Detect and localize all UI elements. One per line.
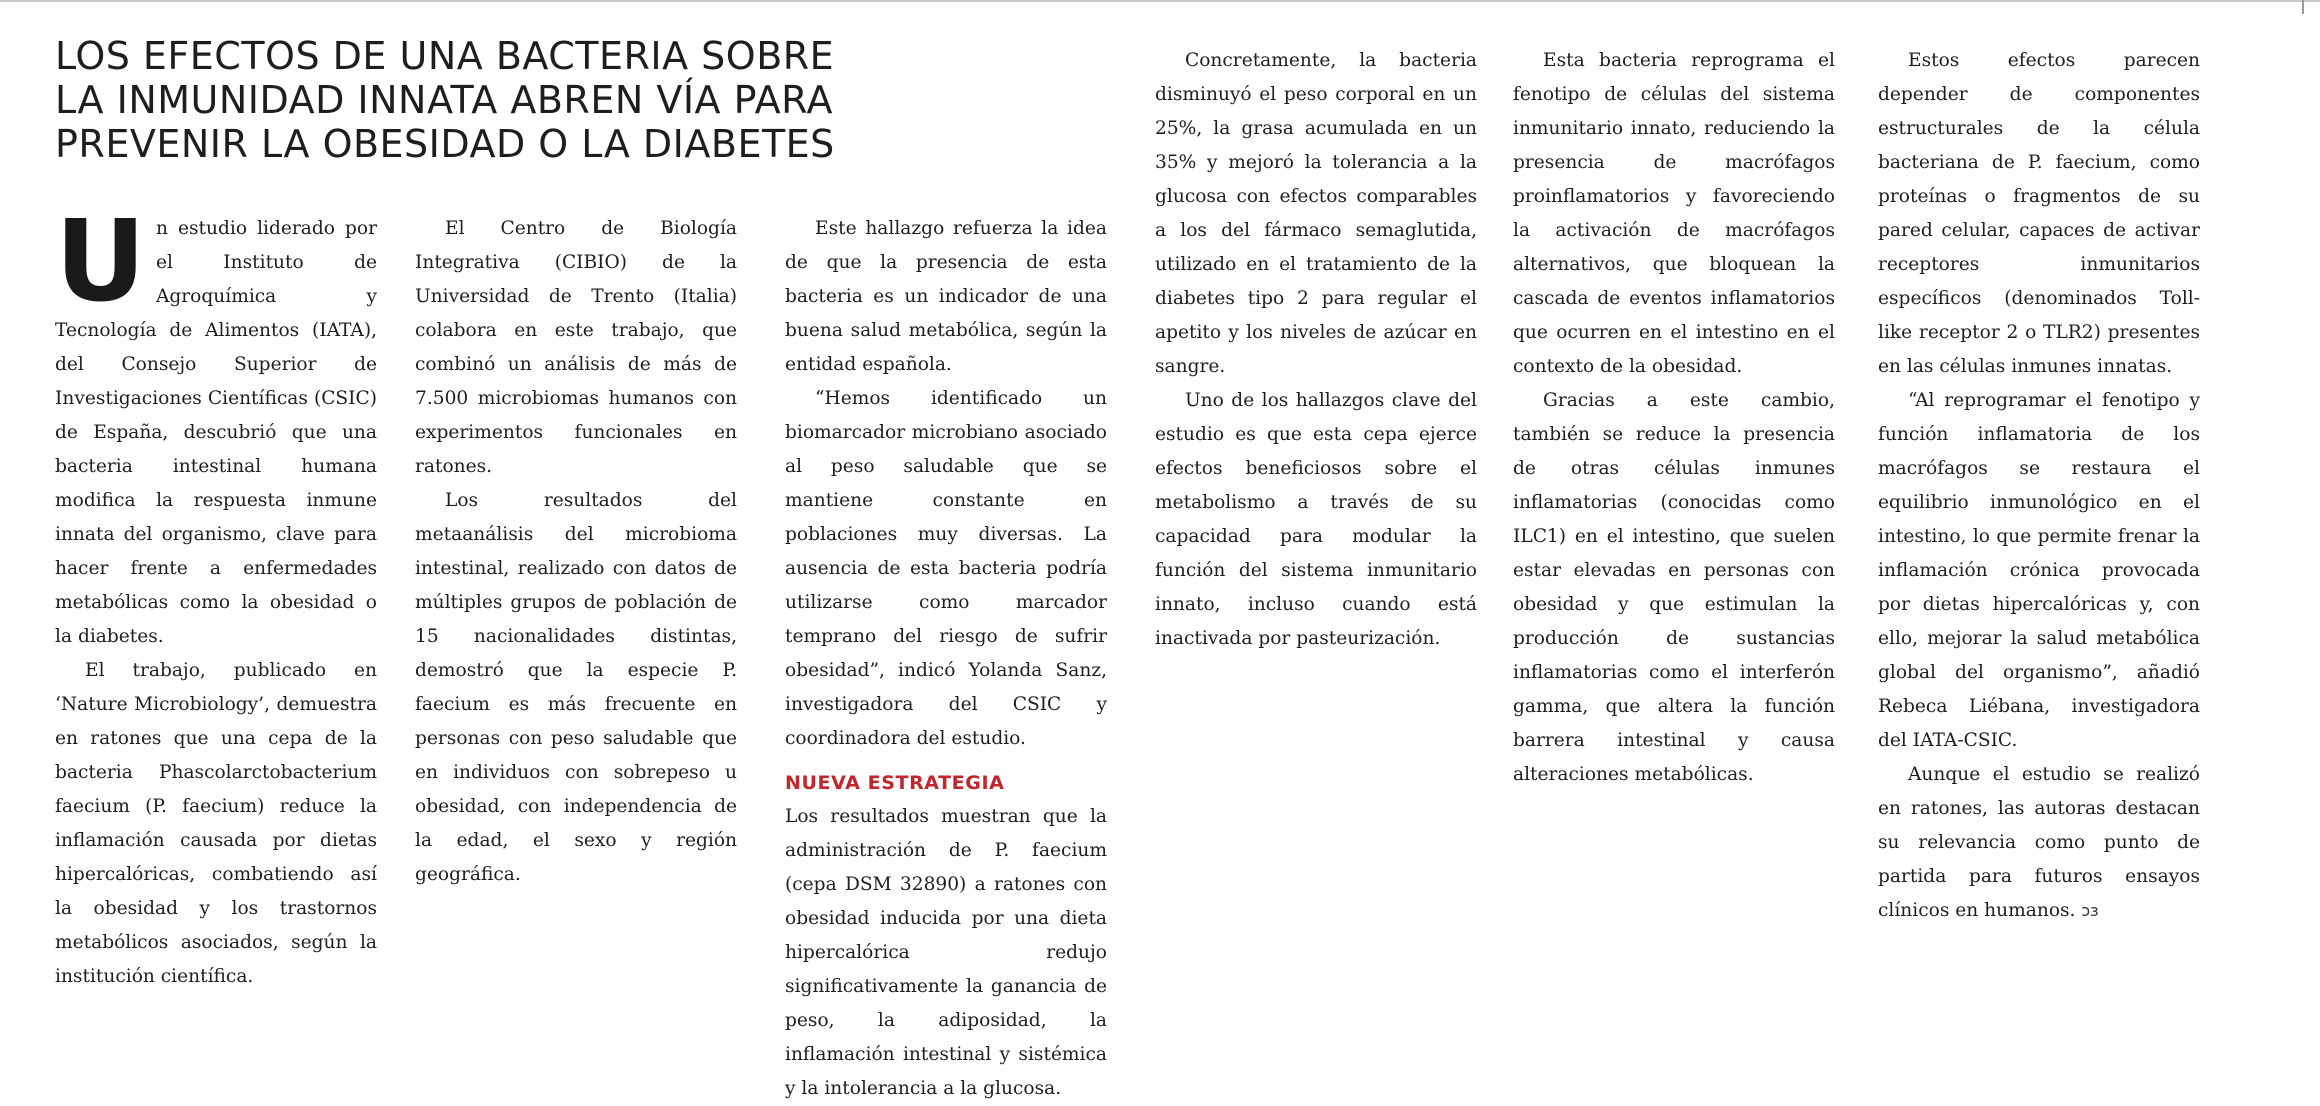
paragraph-5: Este hallazgo refuerza la idea de que la presencia de esta bacteria es un indicador de una buena salud metabólica, según la entidad española. — [785, 218, 1107, 375]
paragraph-intro — [55, 197, 377, 654]
paragraph-12: Estos efectos parecen depender de componentes estructurales de la célula bacteriana de P. faecium, como proteínas o fragmentos de su pared celular, capaces de activar receptores inmunitarios específicos (denominados Toll-like receptor 2 o TLR2) presentes en las células inmunes innatas. — [1878, 50, 2200, 377]
top-rule — [0, 0, 2320, 2]
paragraph-11: Gracias a este cambio, también se reduce la presencia de otras células inmunes inflamatorias (conocidas como ILC1) en el intestino, que suelen estar elevadas en personas con obesidad y que estimulan la producción de sustancias inflamatorias como el interferón gamma, que altera la función barrera intestinal y causa alteraciones metabólicas. — [1513, 390, 1835, 785]
corner-mark — [2302, 0, 2304, 14]
headline-line-1: LOS EFECTOS DE UNA BACTERIA SOBRE — [55, 34, 835, 78]
paragraph-2: El trabajo, publicado en ‘Nature Microbiology’, demuestra en ratones que una cepa de la bacteria Phascolarctobacterium faecium (P. faecium) reduce la inflamación causada por dietas hipercalóricas, combatiendo así la obesidad y los trastornos metabólicos asociados, según la institución científica. — [55, 660, 377, 987]
column-3 — [785, 212, 1107, 1106]
paragraph-8: Concretamente, la bacteria disminuyó el peso corporal en un 25%, la grasa acumulada en un 35% y mejoró la tolerancia a la glucosa con efectos comparables a los del fármaco semaglutida, utilizado en el tratamiento de la diabetes tipo 2 para regular el apetito y los niveles de azúcar en sangre. — [1155, 50, 1477, 377]
dropcap: U — [55, 197, 146, 327]
column-6 — [1878, 44, 2200, 928]
paragraph-6: “Hemos identificado un biomarcador microbiano asociado al peso saludable que se mantiene constante en poblaciones muy diversas. La ausencia de esta bacteria podría utilizarse como marcador temprano del riesgo de sufrir obesidad”, indicó Yolanda Sanz, investigadora del CSIC y coordinadora del estudio. — [785, 388, 1107, 749]
column-1 — [55, 197, 377, 994]
column-5 — [1513, 44, 1835, 792]
headline — [55, 34, 1115, 166]
paragraph-10: Esta bacteria reprograma el fenotipo de células del sistema inmunitario innato, reduciendo la presencia de macrófagos proinflamatorios y favoreciendo la activación de macrófagos alternativos, que bloquean la cascada de eventos inflamatorios que ocurren en el intestino en el contexto de la obesidad. — [1513, 50, 1835, 377]
paragraph-7: Los resultados muestran que la administración de P. faecium (cepa DSM 32890) a ratones con obesidad inducida por una dieta hipercalórica redujo significativamente la ganancia de peso, la adiposidad, la inflamación intestinal y sistémica y la intolerancia a la glucosa. — [785, 806, 1107, 1099]
headline-line-3: PREVENIR LA OBESIDAD O LA DIABETES — [55, 122, 835, 166]
paragraph-13: “Al reprogramar el fenotipo y función inflamatoria de los macrófagos se restaura el equilibrio inmunológico en el intestino, lo que permite frenar la inflamación crónica provocada por dietas hipercalóricas y, con ello, mejorar la salud metabólica global del organismo”, añadió Rebeca Liébana, investigadora del IATA-CSIC. — [1878, 390, 2200, 751]
column-2 — [415, 212, 737, 892]
paragraph-14-text: Aunque el estudio se realizó en ratones, las autoras destacan su relevancia como punto de partida para futuros ensayos clínicos en humanos. — [1878, 764, 2200, 921]
end-mark-icon: ↄз — [2081, 901, 2099, 920]
column-4 — [1155, 44, 1477, 656]
paragraph-9: Uno de los hallazgos clave del estudio es que esta cepa ejerce efectos beneficiosos sobre el metabolismo a través de su capacidad para modular la función del sistema inmunitario innato, incluso cuando está inactivada por pasteurización. — [1155, 390, 1477, 649]
paragraph-4: Los resultados del metaanálisis del microbioma intestinal, realizado con datos de múltiples grupos de población de 15 nacionalidades distintas, demostró que la especie P. faecium es más frecuente en personas con peso saludable que en individuos con sobrepeso u obesidad, con independencia de la edad, el sexo y región geográfica. — [415, 490, 737, 885]
headline-line-2: LA INMUNIDAD INNATA ABREN VÍA PARA — [55, 78, 833, 122]
paragraph-1-text: n estudio liderado por el Instituto de Agroquímica y Tecnología de Alimentos (IATA), del Consejo Superior de Investigaciones Científicas (CSIC) de España, descubrió que una bacteria intestinal humana modifica la respuesta inmune innata del organismo, clave para hacer frente a enfermedades metabólicas como la obesidad o la diabetes. — [55, 218, 377, 647]
subhead-nueva-estrategia: NUEVA ESTRATEGIA — [785, 772, 1005, 794]
paragraph-3: El Centro de Biología Integrativa (CIBIO) de la Universidad de Trento (Italia) colabora en este trabajo, que combinó un análisis de más de 7.500 microbiomas humanos con experimentos funcionales en ratones. — [415, 218, 737, 477]
paragraph-14 — [1878, 758, 2200, 928]
